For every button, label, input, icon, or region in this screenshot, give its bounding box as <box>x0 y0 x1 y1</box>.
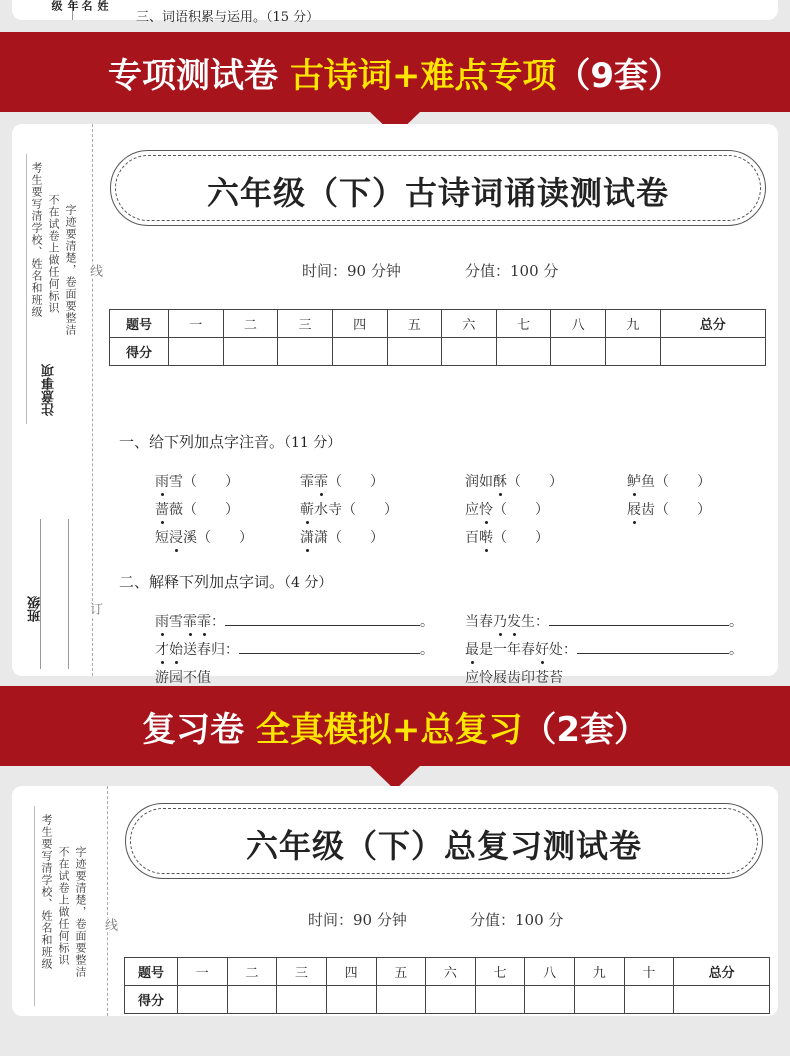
score-cell[interactable] <box>278 338 333 366</box>
pinyin-item: 潇潇（ ） <box>300 527 384 547</box>
exam-score-total: 分值：100 分 <box>470 911 564 929</box>
section-1-heading: 一、给下列加点字注音。 <box>119 433 285 451</box>
cell-header: 题号 <box>110 310 169 338</box>
score-cell[interactable] <box>496 338 551 366</box>
score-table-header <box>110 310 766 338</box>
pinyin-item: 霏霏（ ） <box>300 471 384 491</box>
page-title: 六年级（下）总复习测试卷 <box>245 827 642 865</box>
cell-header: 一 <box>169 310 224 338</box>
pinyin-item: 百啭（ ） <box>465 527 549 547</box>
banner-highlight: 全真模拟+总复习 <box>255 710 523 750</box>
cell-header: 三 <box>278 310 333 338</box>
score-cell[interactable] <box>227 986 277 1014</box>
section-2-heading: 二、解释下列加点字词。 <box>119 573 285 591</box>
cell-header: 四 <box>332 310 387 338</box>
title-box <box>130 808 758 874</box>
banner-suffix: （2套） <box>522 710 648 750</box>
cell-header: 八 <box>551 310 606 338</box>
score-cell[interactable] <box>332 338 387 366</box>
cell-header: 九 <box>575 958 625 986</box>
notes-divider <box>26 154 27 424</box>
score-cell[interactable] <box>326 986 376 1014</box>
banner-suffix: （9套） <box>556 56 682 96</box>
cell-header: 八 <box>525 958 575 986</box>
binding-mark-line: 线 <box>102 918 117 932</box>
cell-header: 题号 <box>125 958 178 986</box>
score-cell[interactable] <box>525 986 575 1014</box>
score-table <box>109 309 766 366</box>
notes-line-3: 字迹要清楚，卷面要整洁 <box>64 204 77 336</box>
paper-final-review <box>12 786 778 1016</box>
score-table-row <box>110 338 766 366</box>
answer-line[interactable] <box>239 641 420 654</box>
section-2-points: （4 分） <box>284 575 333 591</box>
banner-highlight: 古诗词+难点专项 <box>289 56 557 96</box>
pinyin-item: 短浸溪（ ） <box>155 527 253 547</box>
paper-ancient-poetry <box>12 124 778 686</box>
banner-prefix: 复习卷 <box>141 710 244 750</box>
pinyin-item: 屐齿（ ） <box>627 499 711 519</box>
notes-line-1: 考生要写清学校、姓名和班级 <box>40 814 53 970</box>
cell-header: 三 <box>277 958 327 986</box>
score-table <box>124 957 770 1014</box>
score-cell[interactable] <box>551 338 606 366</box>
score-cell[interactable] <box>606 338 661 366</box>
cell-header: 五 <box>376 958 426 986</box>
score-cell[interactable] <box>660 338 765 366</box>
score-cell[interactable] <box>426 986 476 1014</box>
score-cell[interactable] <box>223 338 278 366</box>
pinyin-item: 润如酥（ ） <box>465 471 563 491</box>
cell-header: 二 <box>227 958 277 986</box>
answer-line[interactable] <box>549 613 729 626</box>
exam-time: 时间：90 分钟 <box>302 262 401 280</box>
cell-header: 总分 <box>674 958 770 986</box>
cell-header: 十 <box>624 958 674 986</box>
pinyin-item: 蕲水寺（ ） <box>300 499 398 519</box>
section-3-title: 三、词语积累与运用。（15 分） <box>136 10 320 25</box>
pinyin-item: 雨雪（ ） <box>155 471 239 491</box>
definition-item: 最是一年春好处： 。 <box>465 639 743 659</box>
binding-line <box>107 786 108 1016</box>
binding-line <box>92 124 93 676</box>
banner-title <box>0 702 790 751</box>
score-cell[interactable] <box>674 986 770 1014</box>
answer-line[interactable] <box>225 613 420 626</box>
notes-divider <box>34 806 35 1006</box>
binding-mark-staple: 订 <box>87 602 102 616</box>
answer-line[interactable] <box>577 641 729 654</box>
notes-heading: 注意事项 <box>42 364 57 416</box>
side-label-name: 姓名 <box>80 0 109 11</box>
notes-line-2: 不在试卷上做任何标识 <box>57 846 70 966</box>
score-cell[interactable] <box>624 986 674 1014</box>
banner-title <box>0 48 790 97</box>
pinyin-item: 鲈鱼（ ） <box>627 471 711 491</box>
exam-score-total: 分值：100 分 <box>465 262 559 280</box>
cell-header: 总分 <box>660 310 765 338</box>
section-1-points: （11 分） <box>284 435 342 451</box>
score-cell[interactable] <box>376 986 426 1014</box>
cell-header: 七 <box>475 958 525 986</box>
cell-header: 四 <box>326 958 376 986</box>
cell-header: 七 <box>496 310 551 338</box>
cell-header: 九 <box>606 310 661 338</box>
score-cell[interactable] <box>387 338 442 366</box>
cell-row-label: 得分 <box>125 986 178 1014</box>
notes-line-2: 不在试卷上做任何标识 <box>47 194 60 314</box>
cell-header: 六 <box>426 958 476 986</box>
cell-row-label: 得分 <box>110 338 169 366</box>
exam-time: 时间：90 分钟 <box>308 911 407 929</box>
class-field-line-2 <box>68 519 69 669</box>
score-cell[interactable] <box>475 986 525 1014</box>
score-table-header <box>125 958 770 986</box>
score-table-row <box>125 986 770 1014</box>
section-1-title <box>119 431 341 452</box>
notes-line-1: 考生要写清学校、姓名和班级 <box>30 162 43 318</box>
section-2-title <box>119 571 332 592</box>
notes-line-3: 字迹要清楚，卷面要整洁 <box>74 846 87 978</box>
binding-mark-line: 线 <box>87 264 102 278</box>
cell-header: 一 <box>178 958 228 986</box>
cell-header: 五 <box>387 310 442 338</box>
definition-item-cut: 应怜屐齿印苍苔 <box>465 670 563 686</box>
score-cell[interactable] <box>575 986 625 1014</box>
pinyin-item: 应怜（ ） <box>465 499 549 519</box>
title-box <box>115 155 761 221</box>
cell-header: 二 <box>223 310 278 338</box>
score-cell[interactable] <box>277 986 327 1014</box>
score-cell[interactable] <box>178 986 228 1014</box>
definition-item: 才始送春归： 。 <box>155 639 434 659</box>
definition-item-cut: 游园不值 <box>155 670 211 686</box>
definition-item: 当春乃发生： 。 <box>465 611 743 631</box>
class-label: 班级 <box>28 596 43 622</box>
side-label-grade: 年级 <box>50 0 79 11</box>
score-cell[interactable] <box>169 338 224 366</box>
banner-special-tests <box>0 32 790 112</box>
class-field-line <box>40 519 41 669</box>
pinyin-item: 蔷薇（ ） <box>155 499 239 519</box>
banner-review-tests <box>0 686 790 766</box>
top-paper-fragment <box>12 0 778 25</box>
page-title: 六年级（下）古诗词诵读测试卷 <box>206 174 669 212</box>
banner-prefix: 专项测试卷 <box>107 56 278 96</box>
cell-header: 六 <box>442 310 497 338</box>
definition-item: 雨雪霏霏： 。 <box>155 611 434 631</box>
score-cell[interactable] <box>442 338 497 366</box>
